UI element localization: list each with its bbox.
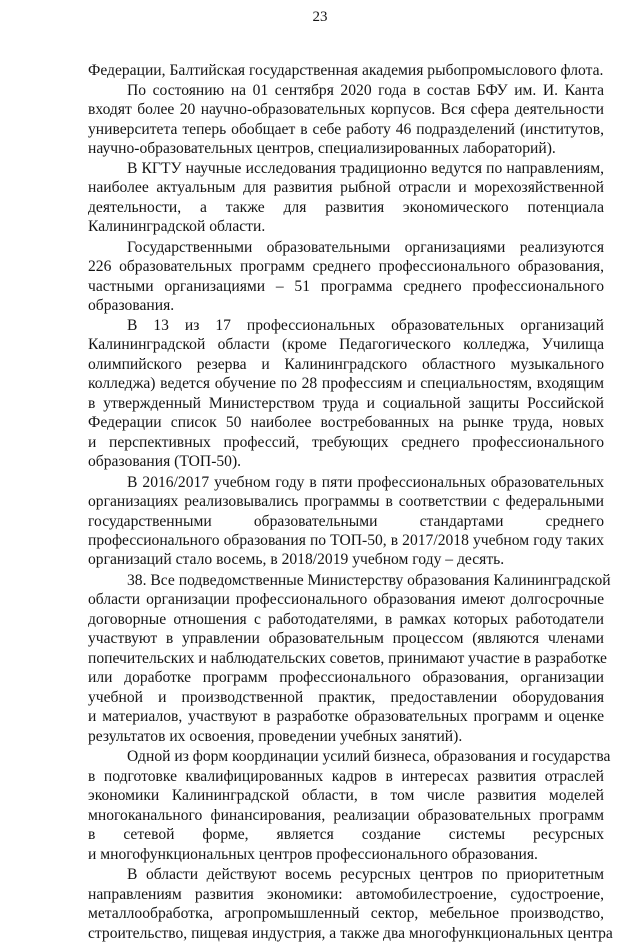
text-line: договорные отношения с работодателями, в рамках которых работодатели — [88, 611, 604, 628]
text-line: учебной и производственной практик, предоставлении оборудования — [88, 689, 604, 706]
text-line: в подготовке квалифицированных кадров в интересах развития отраслей — [88, 768, 604, 785]
text-line: Одной из форм координации усилий бизнеса, образования и государства — [127, 748, 611, 765]
text-line: области организации профессионального образования имеют долгосрочные — [88, 591, 604, 608]
text-line: В КГТУ научные исследования традиционно ведутся по направлениям, — [127, 160, 604, 177]
text-line: попечительских и наблюдательских советов, принимают участие в разработке — [88, 650, 607, 667]
text-line: и многофункциональных центров профессионального образования. — [88, 846, 538, 863]
text-line: Государственными образовательными организациями реализуются — [127, 239, 604, 256]
text-line: В 2016/2017 учебном году в пяти профессиональных образовательных — [127, 474, 604, 491]
text-line: направлениям развития экономики: автомобилестроение, судостроение, — [88, 886, 604, 903]
text-line: организаций стало восемь, в 2018/2019 учебном году – десять. — [88, 551, 505, 568]
text-line: образования. — [88, 297, 175, 314]
text-line: Федерации список 50 наиболее востребованных на рынке труда, новых — [88, 414, 604, 431]
text-line: участвуют в управлении образовательным процессом (являются членами — [88, 630, 604, 647]
text-line: металлообработка, агропромышленный сектор, мебельное производство, — [88, 905, 604, 922]
text-line: входят более 20 научно-образовательных корпусов. Вся сфера деятельности — [88, 101, 604, 118]
text-line: в сетевой форме, является создание системы ресурсных — [88, 826, 604, 843]
text-line: профессионального образования по ТОП-50, в 2017/2018 учебном году таких — [88, 532, 604, 549]
text-line: частными организациями – 51 программа среднего профессионального — [88, 278, 604, 295]
text-line: многоканального финансирования, реализации образовательных программ — [88, 807, 604, 824]
text-line: наиболее актуальным для развития рыбной отрасли и морехозяйственной — [88, 179, 604, 196]
text-line: 38. Все подведомственные Министерству образования Калининградской — [127, 572, 611, 589]
text-line: деятельности, а также для развития экономического потенциала — [88, 199, 604, 216]
text-line: университета теперь обобщает в себе работу 46 подразделений (институтов, — [88, 121, 604, 138]
text-line: в утвержденный Министерством труда и социальной защиты Российской — [88, 395, 604, 412]
text-line: 226 образовательных программ среднего профессионального образования, — [88, 258, 604, 275]
text-line: Калининградской области (кроме Педагогического колледжа, Училища — [88, 336, 604, 353]
text-line: и перспективных профессий, требующих среднего профессионального — [88, 434, 604, 451]
text-line: По состоянию на 01 сентября 2020 года в состав БФУ им. И. Канта — [127, 82, 604, 99]
text-line: В области действуют восемь ресурсных центров по приоритетным — [127, 866, 604, 883]
text-line: государственными образовательными стандартами среднего — [88, 513, 604, 530]
text-line: и материалов, участвуют в разработке образовательных программ и оценке — [88, 708, 604, 725]
text-line: экономики Калининградской области, в том числе развития моделей — [88, 787, 604, 804]
text-line: Калининградской области. — [88, 218, 266, 235]
text-line: строительство, пищевая индустрия, а также два многофункциональных центра — [88, 925, 613, 942]
text-line: колледжа) ведется обучение по 28 профессиям и специальностям, входящим — [88, 375, 604, 392]
text-line: или доработке программ профессионального образования, организации — [88, 669, 604, 686]
text-line: Федерации, Балтийская государственная академия рыбопромыслового флота. — [88, 62, 604, 79]
text-line: результатов их освоения, проведении учебных занятий). — [88, 728, 463, 745]
text-line: организациях реализовывались программы в соответствии с федеральными — [88, 493, 604, 510]
text-line: научно-образовательных центров, специализированных лабораторий). — [88, 140, 556, 157]
page-number: 23 — [312, 9, 328, 25]
text-line: В 13 из 17 профессиональных образовательных организаций — [127, 317, 604, 334]
text-line: олимпийского резерва и Калининградского областного музыкального — [88, 356, 604, 373]
text-line: образования (ТОП-50). — [88, 453, 242, 470]
